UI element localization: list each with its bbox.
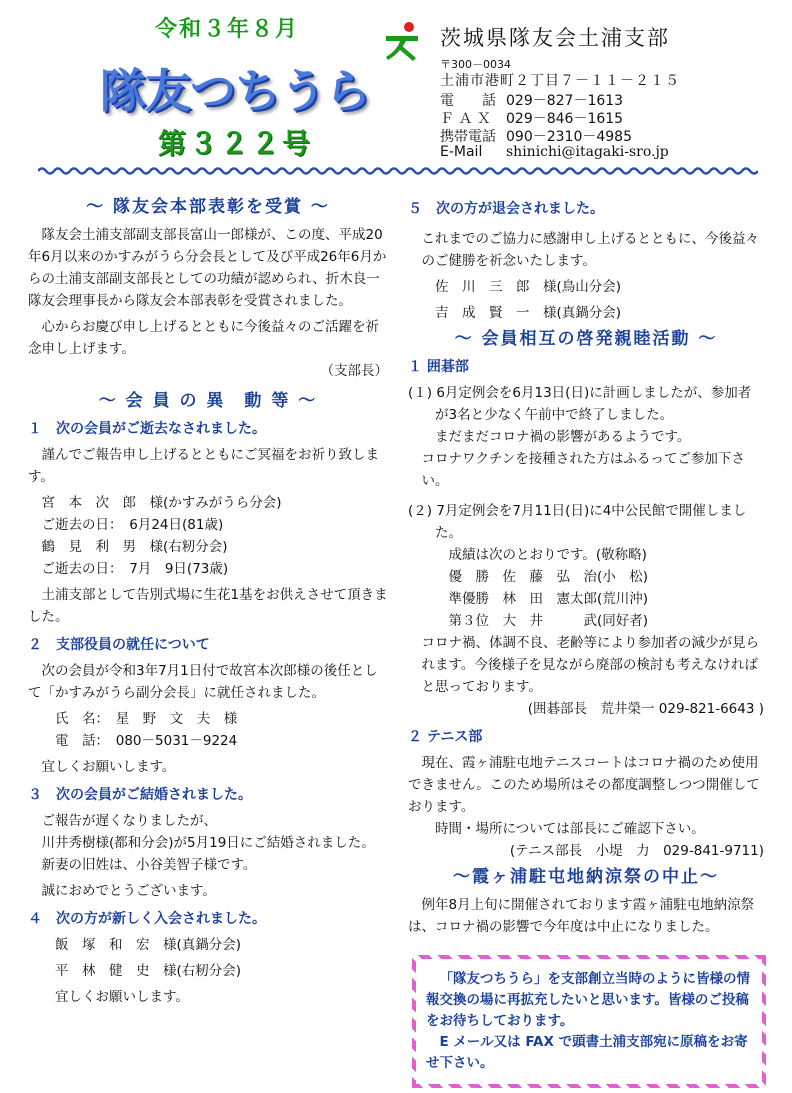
right-column <box>408 196 764 938</box>
postal-code: 〒300－0034 <box>440 58 511 71</box>
org-name: 茨城県隊友会土浦支部 <box>440 26 670 50</box>
deceased-member-1: 宮 本 次 郎 様(かすみがうら分会) <box>41 495 282 511</box>
appointment-closing: 宜しくお願いします。 <box>41 759 176 775</box>
phone-label: 電 話 <box>440 93 496 109</box>
go-item-2: (２) 7月定例会を7月11日(日)に4中公民館で開催しました。 <box>408 503 747 541</box>
mobile-label: 携帯電話 <box>440 129 496 145</box>
submission-notice-box <box>412 955 766 1088</box>
header-wavy-divider <box>38 166 758 176</box>
section-withdrawal-title: ５ 次の方が退会されました。 <box>408 201 604 217</box>
marriage-line-3: 新妻の旧姓は、小谷美智子様です。 <box>41 857 257 873</box>
email-label: E-Mail <box>440 144 483 160</box>
newsletter-title: 隊友つちうら <box>100 64 370 118</box>
appointment-paragraph: 次の会員が令和3年7月1日付で故宮本次郎様の後任として「かすみがうら副分会長」に就任されました。 <box>28 663 378 701</box>
section-new-members-title: ４ 次の方が新しく入会されました。 <box>28 911 266 927</box>
deceased-paragraph: 謹んでご報告申し上げるとともにご冥福をお祈り致します。 <box>28 447 379 485</box>
deceased-member-2: 鶴 見 利 男 様(右籾分会) <box>41 539 228 555</box>
appointment-phone: 電 話： 080－5031－9224 <box>55 733 238 749</box>
section-appointment-title: ２ 支部役員の就任について <box>28 637 210 653</box>
deceased-flowers: 土浦支部として告別式場に生花1基をお供えさせて頂きました。 <box>28 587 388 625</box>
award-signature: （支部長） <box>320 363 388 379</box>
fax-row <box>440 108 623 128</box>
activities-heading: ～ 会員相互の啓発親睦活動 ～ <box>454 329 718 349</box>
issue-date: 令和３年８月 <box>155 17 300 42</box>
address: 土浦市港町２丁目７－１１－２１５ <box>440 73 680 89</box>
tennis-club-title: ２ テニス部 <box>408 729 483 745</box>
notice-text-1: 「隊友つちうら」を支部創立当時のように皆様の情報交換の場に再拡充したいと思います。皆様のご投稿をお待ちしております。 <box>426 971 750 1029</box>
award-paragraph: 隊友会土浦支部副支部長富山一郎様が、この度、平成20年6月以来のかすみがうら分会長として及び平成26年6月からの土浦支部副支部長としての功績が認められ、折木良一隊友会理事長から隊友会本部表彰を受賞されました。 <box>28 227 387 309</box>
go-signature: (囲碁部長 荒井榮一 029-821-6643 ) <box>527 701 764 717</box>
award-paragraph-2: 心からお慶び申し上げるとともに今後益々のご活躍を祈念申し上げます。 <box>28 319 379 357</box>
marriage-congrats: 誠におめでとうございます。 <box>41 883 216 899</box>
email-row <box>440 144 669 160</box>
left-column <box>28 196 388 1008</box>
deceased-date-1: ご逝去の日： 6月24日(81歳) <box>41 517 224 533</box>
member-changes-heading: ～ 会 員 の 異 動 等 ～ <box>98 391 318 411</box>
fax-value: 029－846－1615 <box>506 111 624 127</box>
go-item-1b: まだまだコロナ禍の影響があるようです。 <box>435 429 691 445</box>
association-logo-icon <box>382 20 424 62</box>
fax-label: Ｆ Ａ Ｘ <box>440 111 491 127</box>
marriage-line-1: ご報告が遅くなりましたが、 <box>41 813 217 829</box>
issue-number: 第３２２号 <box>158 127 314 160</box>
go-item-1c: コロナワクチンを接種された方はふるってご参加下さい。 <box>421 451 745 489</box>
deceased-date-2: ご逝去の日： 7月 9日(73歳) <box>41 561 229 577</box>
notice-text-2: E メール又は FAX で頭書土浦支部宛に原稿をお寄せ下さい。 <box>426 1034 748 1071</box>
section-deceased-title: １ 次の会員がご逝去なされました。 <box>28 421 266 437</box>
marriage-line-2: 川井秀樹様(都和分会)が5月19日にご結婚されました。 <box>41 835 375 851</box>
mobile-value: 090－2310－4985 <box>506 129 632 145</box>
withdrawn-member-2: 吉 成 賢 一 様(真鍋分会) <box>435 305 622 321</box>
go-result-2: 準優勝 林 田 憲太郎(荒川沖) <box>448 591 649 607</box>
withdrawal-paragraph: これまでのご協力に感謝申し上げるとともに、今後益々のご健勝を祈念いたします。 <box>421 231 759 269</box>
phone-row <box>440 90 623 110</box>
tennis-signature: (テニス部長 小堤 力 029-841-9711) <box>509 843 764 859</box>
new-member-2: 平 林 健 史 様(右籾分会) <box>55 963 242 979</box>
festival-paragraph: 例年8月上旬に開催されております霞ヶ浦駐屯地納涼祭は、コロナ禍の影響で今年度は中止になりました。 <box>408 897 755 935</box>
email-value[interactable]: shinichi@itagaki-sro.jp <box>506 144 669 160</box>
tennis-paragraph-2: 時間・場所については部長にご確認下さい。 <box>435 821 705 837</box>
section-marriage-title: ３ 次の会員がご結婚されました。 <box>28 787 252 803</box>
go-item-2c: コロナ禍、体調不良、老齢等により参加者の減少が見られます。今後様子を見ながら廃部の検討も考えなければと思っております。 <box>421 635 759 695</box>
mobile-row <box>440 126 632 146</box>
tennis-paragraph: 現在、霞ヶ浦駐屯地テニスコートはコロナ禍のため使用できません。このため場所はその都度調整しつつ開催しております。 <box>408 755 760 815</box>
award-heading: ～ 隊友会本部表彰を受賞 ～ <box>86 197 330 217</box>
go-club-title: １ 囲碁部 <box>408 359 469 375</box>
go-results-intro: 成績は次のとおりです。(敬称略) <box>448 547 647 563</box>
withdrawn-member-1: 佐 川 三 郎 様(鳥山分会) <box>435 279 622 295</box>
festival-heading: ～霞ヶ浦駐屯地納涼祭の中止～ <box>453 867 719 887</box>
new-members-closing: 宜しくお願いします。 <box>55 989 189 1005</box>
phone-value: 029－827－1613 <box>506 93 624 109</box>
go-result-1: 優 勝 佐 藤 弘 治(小 松) <box>448 569 649 585</box>
go-result-3: 第３位 大 井 武(同好者) <box>448 613 649 629</box>
appointment-name: 氏 名： 星 野 文 夫 様 <box>55 711 238 727</box>
go-item-1: (１) 6月定例会を6月13日(日)に計画しましたが、参加者が3名と少なく午前中で終了しました。 <box>408 385 752 423</box>
new-member-1: 飯 塚 和 宏 様(真鍋分会) <box>55 937 242 953</box>
